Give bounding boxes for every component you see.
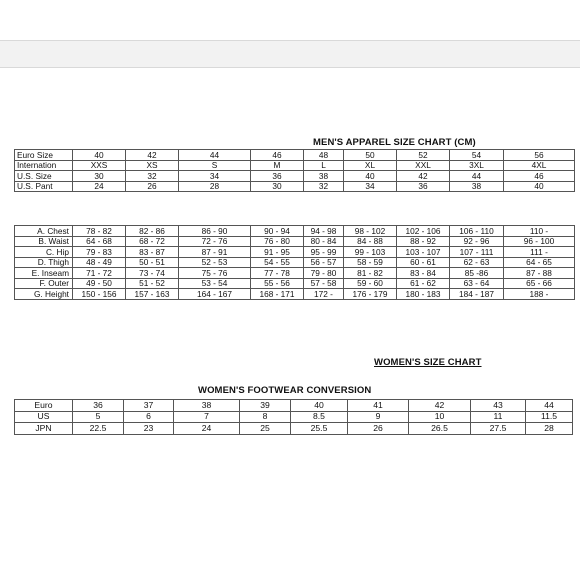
table-cell: M: [251, 160, 304, 171]
table-cell: 36: [397, 181, 450, 192]
table-cell: 8.5: [291, 411, 348, 423]
table-cell: 49 - 50: [73, 278, 126, 289]
table-cell: 78 - 82: [73, 226, 126, 237]
table-cell: 30: [251, 181, 304, 192]
table-cell: 56: [504, 150, 575, 161]
table-cell: 34: [344, 181, 397, 192]
table-cell: 188 -: [504, 289, 575, 300]
table-cell: 76 - 80: [251, 236, 304, 247]
row-label: C. Hip: [15, 247, 73, 258]
table-cell: 90 - 94: [251, 226, 304, 237]
table-cell: 27.5: [471, 423, 526, 435]
table-cell: 25.5: [291, 423, 348, 435]
footwear-row: [15, 400, 573, 412]
table-cell: 79 - 83: [73, 247, 126, 258]
table-cell: 44: [526, 400, 573, 412]
table-cell: 103 - 107: [397, 247, 450, 258]
table-cell: 57 - 58: [304, 278, 344, 289]
table-cell: 106 - 110: [450, 226, 504, 237]
table-cell: 4XL: [504, 160, 575, 171]
table-cell: 28: [526, 423, 573, 435]
table-cell: 42: [409, 400, 471, 412]
table-cell: 5: [73, 411, 124, 423]
table-cell: 60 - 61: [397, 257, 450, 268]
table-cell: 44: [179, 150, 251, 161]
table-cell: XL: [344, 160, 397, 171]
table-cell: 83 - 84: [397, 268, 450, 279]
table-cell: 8: [240, 411, 291, 423]
table-cell: 39: [240, 400, 291, 412]
table-cell: 110 -: [504, 226, 575, 237]
mens-chart-title: MEN'S APPAREL SIZE CHART (CM): [313, 137, 476, 148]
measurement-row: [15, 289, 575, 300]
size-row: [15, 171, 575, 182]
table-cell: 11.5: [526, 411, 573, 423]
table-cell: 87 - 88: [504, 268, 575, 279]
table-cell: 98 - 102: [344, 226, 397, 237]
table-cell: 72 - 76: [179, 236, 251, 247]
row-label: D. Thigh: [15, 257, 73, 268]
table-cell: 73 - 74: [126, 268, 179, 279]
table-cell: XXS: [73, 160, 126, 171]
table-cell: 102 - 106: [397, 226, 450, 237]
table-cell: L: [304, 160, 344, 171]
table-cell: 9: [348, 411, 409, 423]
table-cell: 59 - 60: [344, 278, 397, 289]
table-cell: 36: [73, 400, 124, 412]
table-cell: 94 - 98: [304, 226, 344, 237]
measurement-row: [15, 268, 575, 279]
table-cell: 36: [251, 171, 304, 182]
table-cell: 37: [124, 400, 174, 412]
womens-chart-title: WOMEN'S SIZE CHART: [374, 357, 482, 368]
table-cell: 83 - 87: [126, 247, 179, 258]
table-cell: 107 - 111: [450, 247, 504, 258]
table-cell: 53 - 54: [179, 278, 251, 289]
table-cell: 52: [397, 150, 450, 161]
table-cell: 150 - 156: [73, 289, 126, 300]
measurement-row: [15, 247, 575, 258]
table-cell: 68 - 72: [126, 236, 179, 247]
row-label: US: [15, 411, 73, 423]
table-cell: 71 - 72: [73, 268, 126, 279]
mens-measurement-table: [14, 225, 575, 300]
table-cell: 91 - 95: [251, 247, 304, 258]
table-cell: 41: [348, 400, 409, 412]
measurement-row: [15, 278, 575, 289]
table-cell: 92 - 96: [450, 236, 504, 247]
table-cell: 96 - 100: [504, 236, 575, 247]
measurement-row: [15, 257, 575, 268]
mens-size-table: [14, 149, 575, 192]
womens-footwear-title: WOMEN'S FOOTWEAR CONVERSION: [198, 385, 372, 396]
footwear-row: [15, 411, 573, 423]
row-label: U.S. Pant: [15, 181, 73, 192]
table-cell: 51 - 52: [126, 278, 179, 289]
table-cell: 40: [504, 181, 575, 192]
table-cell: 111 -: [504, 247, 575, 258]
table-cell: 81 - 82: [344, 268, 397, 279]
size-row: [15, 181, 575, 192]
table-cell: 38: [450, 181, 504, 192]
table-cell: 50: [344, 150, 397, 161]
row-label: JPN: [15, 423, 73, 435]
table-cell: 40: [344, 171, 397, 182]
table-cell: 88 - 92: [397, 236, 450, 247]
top-toolbar-strip: [0, 40, 580, 68]
womens-footwear-table: [14, 399, 573, 435]
table-cell: 168 - 171: [251, 289, 304, 300]
table-cell: 43: [471, 400, 526, 412]
table-cell: 38: [304, 171, 344, 182]
table-cell: 184 - 187: [450, 289, 504, 300]
table-cell: 22.5: [73, 423, 124, 435]
size-row: [15, 160, 575, 171]
row-label: Internation: [15, 160, 73, 171]
row-label: B. Waist: [15, 236, 73, 247]
table-cell: XXL: [397, 160, 450, 171]
table-cell: 180 - 183: [397, 289, 450, 300]
table-cell: 34: [179, 171, 251, 182]
size-row: [15, 150, 575, 161]
table-cell: 62 - 63: [450, 257, 504, 268]
table-cell: 10: [409, 411, 471, 423]
table-cell: 42: [397, 171, 450, 182]
table-cell: 82 - 86: [126, 226, 179, 237]
table-cell: 95 - 99: [304, 247, 344, 258]
table-cell: 86 - 90: [179, 226, 251, 237]
table-cell: 46: [504, 171, 575, 182]
table-cell: 172 -: [304, 289, 344, 300]
table-cell: 52 - 53: [179, 257, 251, 268]
table-cell: 55 - 56: [251, 278, 304, 289]
table-cell: 7: [174, 411, 240, 423]
table-cell: 157 - 163: [126, 289, 179, 300]
table-cell: 24: [73, 181, 126, 192]
table-cell: 26: [348, 423, 409, 435]
table-cell: 56 - 57: [304, 257, 344, 268]
table-cell: 50 - 51: [126, 257, 179, 268]
table-cell: 87 - 91: [179, 247, 251, 258]
table-cell: 24: [174, 423, 240, 435]
table-cell: 64 - 65: [504, 257, 575, 268]
table-cell: 38: [174, 400, 240, 412]
table-cell: 42: [126, 150, 179, 161]
table-cell: 32: [304, 181, 344, 192]
table-cell: 75 - 76: [179, 268, 251, 279]
table-cell: 64 - 68: [73, 236, 126, 247]
row-label: A. Chest: [15, 226, 73, 237]
table-cell: 28: [179, 181, 251, 192]
table-cell: 30: [73, 171, 126, 182]
table-cell: 40: [73, 150, 126, 161]
measurement-row: [15, 226, 575, 237]
footwear-row: [15, 423, 573, 435]
table-cell: 6: [124, 411, 174, 423]
table-cell: 164 - 167: [179, 289, 251, 300]
row-label: Euro: [15, 400, 73, 412]
table-cell: 44: [450, 171, 504, 182]
row-label: G. Height: [15, 289, 73, 300]
table-cell: 48: [304, 150, 344, 161]
table-cell: 84 - 88: [344, 236, 397, 247]
table-cell: 85 -86: [450, 268, 504, 279]
table-cell: 61 - 62: [397, 278, 450, 289]
table-cell: S: [179, 160, 251, 171]
table-cell: 25: [240, 423, 291, 435]
table-cell: XS: [126, 160, 179, 171]
table-cell: 11: [471, 411, 526, 423]
table-cell: 176 - 179: [344, 289, 397, 300]
table-cell: 40: [291, 400, 348, 412]
table-cell: 26.5: [409, 423, 471, 435]
table-cell: 77 - 78: [251, 268, 304, 279]
table-cell: 46: [251, 150, 304, 161]
row-label: E. Inseam: [15, 268, 73, 279]
table-cell: 65 - 66: [504, 278, 575, 289]
table-cell: 79 - 80: [304, 268, 344, 279]
row-label: U.S. Size: [15, 171, 73, 182]
table-cell: 80 - 84: [304, 236, 344, 247]
table-cell: 63 - 64: [450, 278, 504, 289]
table-cell: 32: [126, 171, 179, 182]
table-cell: 58 - 59: [344, 257, 397, 268]
row-label: F. Outer: [15, 278, 73, 289]
measurement-row: [15, 236, 575, 247]
table-cell: 26: [126, 181, 179, 192]
row-label: Euro Size: [15, 150, 73, 161]
table-cell: 54 - 55: [251, 257, 304, 268]
table-cell: 99 - 103: [344, 247, 397, 258]
table-cell: 3XL: [450, 160, 504, 171]
table-cell: 23: [124, 423, 174, 435]
table-cell: 54: [450, 150, 504, 161]
table-cell: 48 - 49: [73, 257, 126, 268]
